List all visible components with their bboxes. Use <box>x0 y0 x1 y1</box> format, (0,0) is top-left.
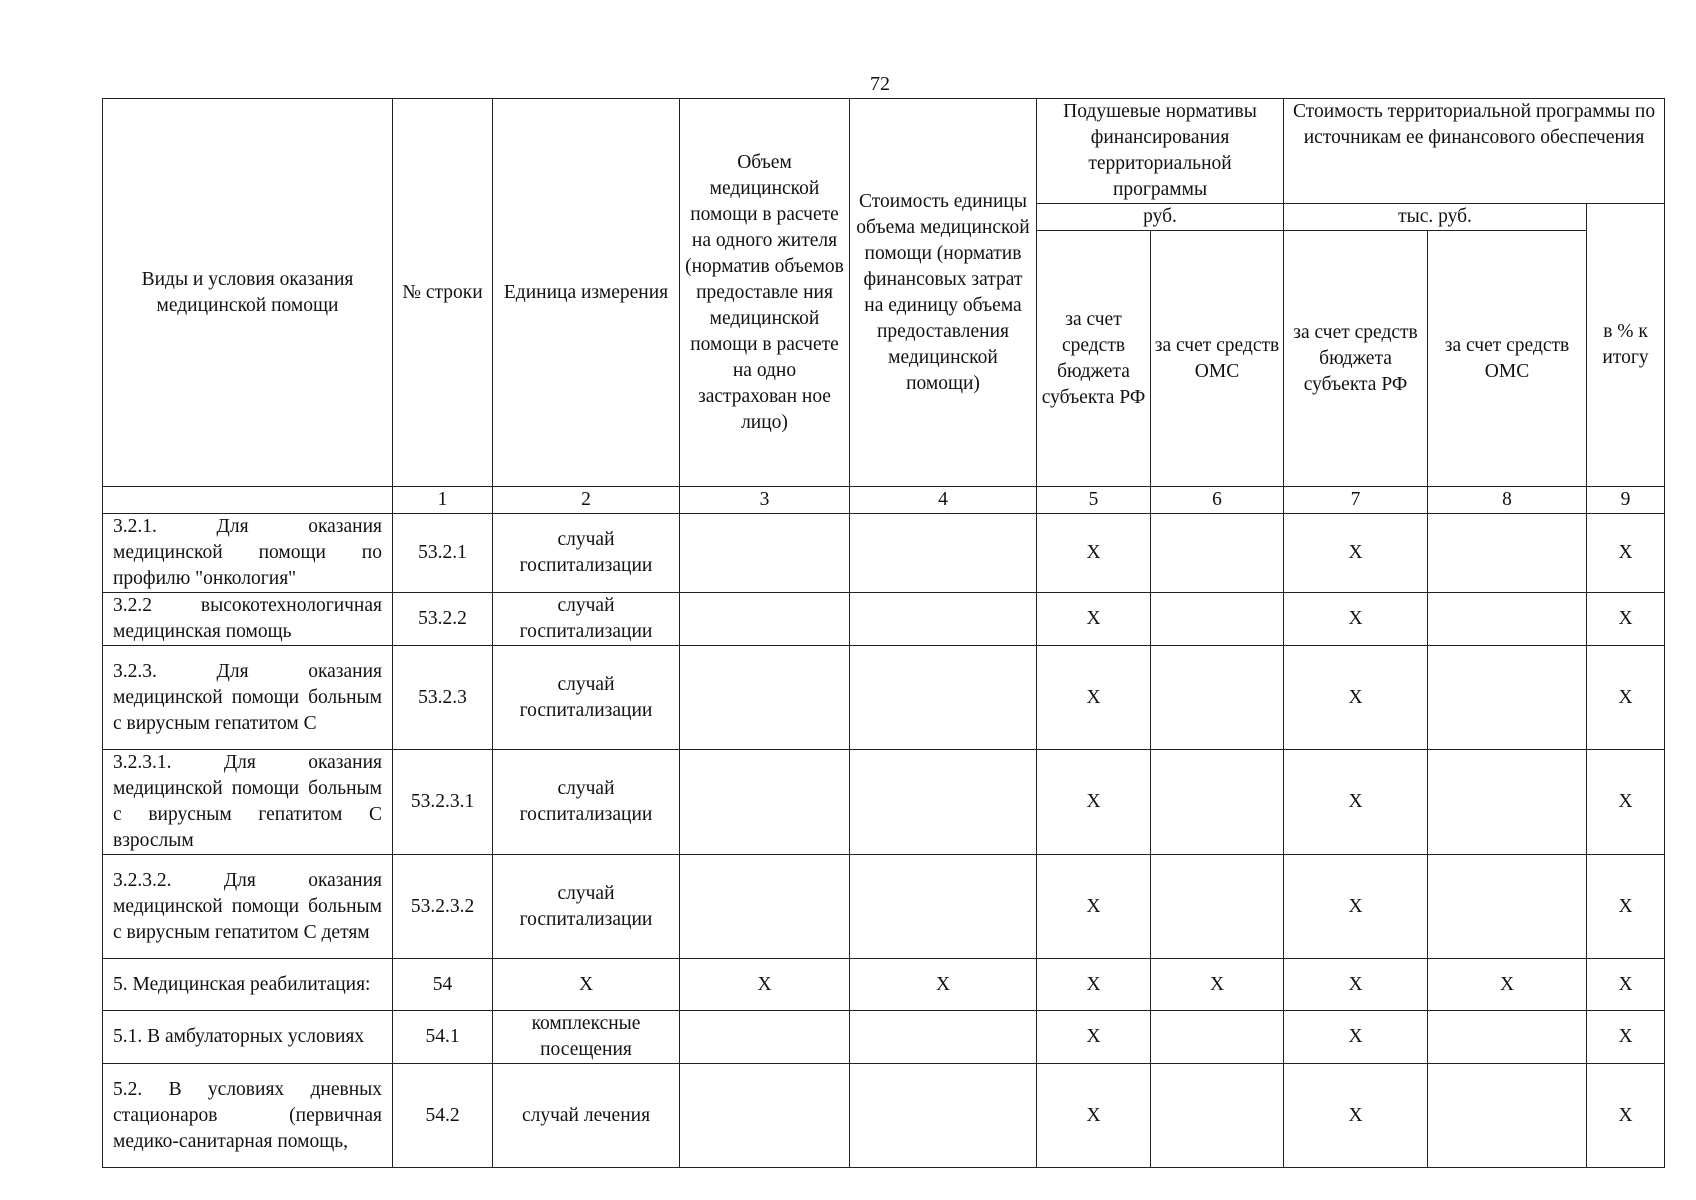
row-col9: X <box>1587 855 1665 959</box>
row-col3 <box>680 646 850 750</box>
header-per-capita-group: Подушевые нормативы финансирования территориальной программы <box>1037 99 1284 204</box>
column-number: 7 <box>1284 487 1428 514</box>
row-col8 <box>1428 750 1587 855</box>
row-col6 <box>1151 514 1284 593</box>
row-col8 <box>1428 1011 1587 1064</box>
row-col7: X <box>1284 646 1428 750</box>
row-col3 <box>680 855 850 959</box>
header-program-cost-group: Стоимость территориальной программы по источникам ее финансового обеспечения <box>1284 99 1665 204</box>
row-col7: X <box>1284 514 1428 593</box>
header-name: Виды и условия оказания медицинской помощи <box>103 99 393 487</box>
row-number: 54.2 <box>393 1064 493 1168</box>
row-col5: X <box>1037 959 1151 1011</box>
row-col7: X <box>1284 750 1428 855</box>
table-row <box>103 855 1665 959</box>
row-col9: X <box>1587 959 1665 1011</box>
row-unit: случай госпитализации <box>493 646 680 750</box>
row-number: 54.1 <box>393 1011 493 1064</box>
row-col7: X <box>1284 959 1428 1011</box>
row-number: 53.2.2 <box>393 593 493 646</box>
row-unit: случай госпитализации <box>493 855 680 959</box>
row-col4 <box>850 750 1037 855</box>
row-number: 53.2.3 <box>393 646 493 750</box>
header-col7: за счет средств бюджета субъекта РФ <box>1284 231 1428 487</box>
row-unit: комплексные посещения <box>493 1011 680 1064</box>
row-col5: X <box>1037 646 1151 750</box>
table-row <box>103 750 1665 855</box>
row-col5: X <box>1037 750 1151 855</box>
row-unit: случай госпитализации <box>493 593 680 646</box>
row-col3 <box>680 1011 850 1064</box>
page-number: 72 <box>870 73 890 95</box>
header-unit-cost: Стоимость единицы объема медицинской помощи (норматив финансовых затрат на единицу объема предоставления медицинской помощи) <box>850 99 1037 487</box>
header-unit-thousand-rub: тыс. руб. <box>1284 204 1587 231</box>
row-name: 3.2.1. Для оказания медицинской помощи по профилю "онкология" <box>103 514 393 593</box>
row-col7: X <box>1284 1011 1428 1064</box>
row-col4 <box>850 593 1037 646</box>
row-col5: X <box>1037 855 1151 959</box>
header-unit: Единица измерения <box>493 99 680 487</box>
row-number: 53.2.3.2 <box>393 855 493 959</box>
row-col6 <box>1151 855 1284 959</box>
row-col4 <box>850 855 1037 959</box>
table-row <box>103 593 1665 646</box>
row-unit: случай лечения <box>493 1064 680 1168</box>
row-col3 <box>680 750 850 855</box>
row-col8: X <box>1428 959 1587 1011</box>
row-col6 <box>1151 593 1284 646</box>
table-row <box>103 959 1665 1011</box>
row-col7: X <box>1284 855 1428 959</box>
row-number: 53.2.1 <box>393 514 493 593</box>
row-name: 3.2.3. Для оказания медицинской помощи больным с вирусным гепатитом C <box>103 646 393 750</box>
row-col9: X <box>1587 514 1665 593</box>
row-name: 5.2. В условиях дневных стационаров (первичная медико-санитарная помощь, <box>103 1064 393 1168</box>
row-col4 <box>850 646 1037 750</box>
column-number: 9 <box>1587 487 1665 514</box>
row-col8 <box>1428 1064 1587 1168</box>
header-col8: за счет средств ОМС <box>1428 231 1587 487</box>
column-number: 2 <box>493 487 680 514</box>
table-row <box>103 514 1665 593</box>
column-number-row <box>103 487 1665 514</box>
row-col5: X <box>1037 514 1151 593</box>
header-col6: за счет средств ОМС <box>1151 231 1284 487</box>
column-number: 3 <box>680 487 850 514</box>
row-name: 5.1. В амбулаторных условиях <box>103 1011 393 1064</box>
row-col4 <box>850 1011 1037 1064</box>
row-col6 <box>1151 1064 1284 1168</box>
row-col9: X <box>1587 750 1665 855</box>
row-col8 <box>1428 855 1587 959</box>
row-col7: X <box>1284 1064 1428 1168</box>
row-col9: X <box>1587 1011 1665 1064</box>
row-col6 <box>1151 1011 1284 1064</box>
row-col8 <box>1428 646 1587 750</box>
column-number: 4 <box>850 487 1037 514</box>
row-col5: X <box>1037 1011 1151 1064</box>
header-col5: за счет средств бюджета субъекта РФ <box>1037 231 1151 487</box>
row-col4 <box>850 514 1037 593</box>
column-number <box>103 487 393 514</box>
column-number: 6 <box>1151 487 1284 514</box>
column-number: 5 <box>1037 487 1151 514</box>
row-name: 3.2.3.2. Для оказания медицинской помощи больным с вирусным гепатитом C детям <box>103 855 393 959</box>
row-col3 <box>680 1064 850 1168</box>
row-col3 <box>680 514 850 593</box>
table-row <box>103 646 1665 750</box>
row-col9: X <box>1587 593 1665 646</box>
header-volume: Объем медицинской помощи в расчете на одного жителя (норматив объемов предоставле ния медицинской помощи в расчете на одно застрахован ное лицо) <box>680 99 850 487</box>
row-name: 5. Медицинская реабилитация: <box>103 959 393 1011</box>
row-col5: X <box>1037 1064 1151 1168</box>
header-unit-rub: руб. <box>1037 204 1284 231</box>
table-row <box>103 1011 1665 1064</box>
row-unit: X <box>493 959 680 1011</box>
header-row-number: № строки <box>393 99 493 487</box>
row-col6: X <box>1151 959 1284 1011</box>
row-col8 <box>1428 593 1587 646</box>
row-col5: X <box>1037 593 1151 646</box>
row-col7: X <box>1284 593 1428 646</box>
row-number: 53.2.3.1 <box>393 750 493 855</box>
row-col3: X <box>680 959 850 1011</box>
row-name: 3.2.3.1. Для оказания медицинской помощи больным с вирусным гепатитом C взрослым <box>103 750 393 855</box>
row-col3 <box>680 593 850 646</box>
row-unit: случай госпитализации <box>493 750 680 855</box>
row-col4: X <box>850 959 1037 1011</box>
header-col9: в % к итогу <box>1587 204 1665 487</box>
row-col6 <box>1151 750 1284 855</box>
territorial-program-table <box>102 98 1665 1168</box>
row-col4 <box>850 1064 1037 1168</box>
row-unit: случай госпитализации <box>493 514 680 593</box>
row-col8 <box>1428 514 1587 593</box>
table-row <box>103 1064 1665 1168</box>
row-col9: X <box>1587 1064 1665 1168</box>
row-col6 <box>1151 646 1284 750</box>
row-number: 54 <box>393 959 493 1011</box>
row-col9: X <box>1587 646 1665 750</box>
column-number: 1 <box>393 487 493 514</box>
column-number: 8 <box>1428 487 1587 514</box>
row-name: 3.2.2 высокотехнологичная медицинская помощь <box>103 593 393 646</box>
